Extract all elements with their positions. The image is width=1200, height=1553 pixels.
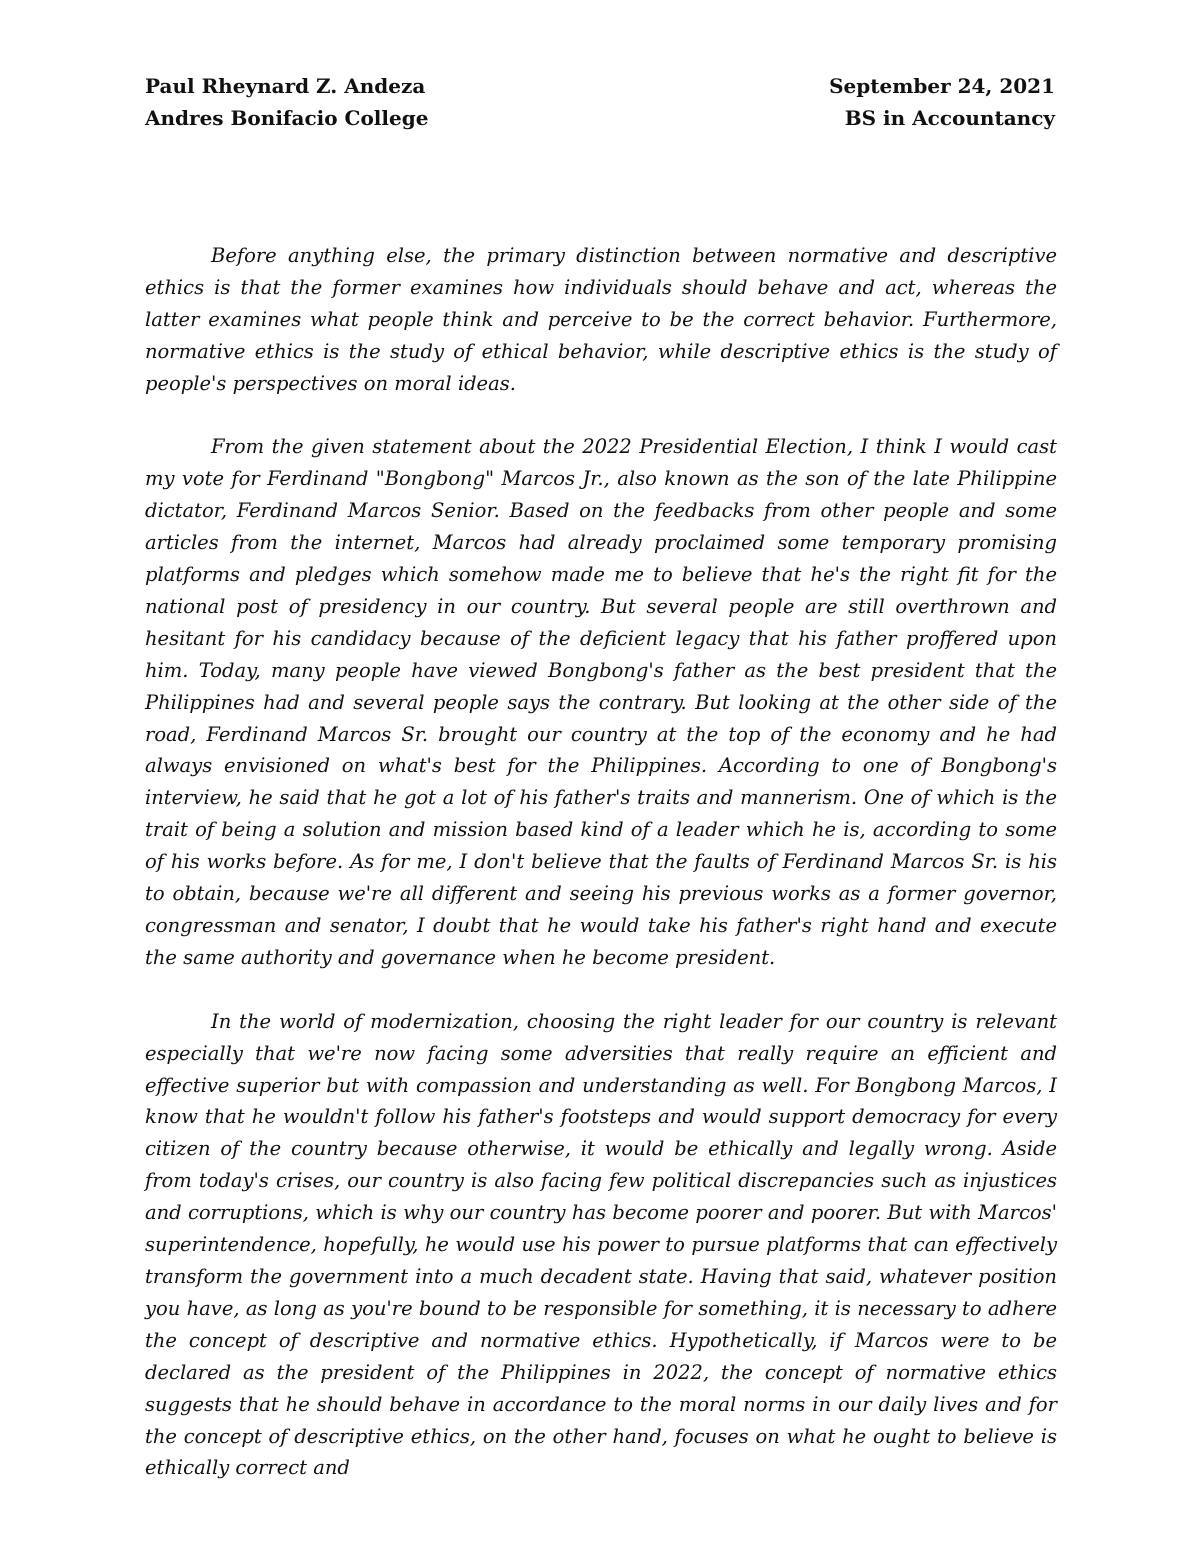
- document-date: September 24, 2021: [829, 74, 1055, 98]
- school-name: Andres Bonifacio College: [145, 106, 429, 130]
- course-name: BS in Accountancy: [844, 106, 1055, 130]
- paragraph-1: Before anything else, the primary distinction between normative and descriptive ethics is that the former examines how individuals should behave and act, whereas the latter examines what people think and perceive to be the correct behavior. Furthermore, normative ethics is the study of ethical behavior, while descriptive ethics is the study of people's perspectives on moral ideas.: [145, 244, 1057, 395]
- header-row-1: [145, 70, 1055, 102]
- author-name: Paul Rheynard Z. Andeza: [145, 74, 426, 98]
- paragraph-2: From the given statement about the 2022 Presidential Election, I think I would cast my vote for Ferdinand "Bongbong" Marcos Jr., also known as the son of the late Philippine dictator, Ferdinand Marcos Senior. Based on the feedbacks from other people and some articles from the internet, Marcos had already proclaimed some temporary promising platforms and pledges which somehow made me to believe that he's the right fit for the national post of presidency in our country. But several people are still overthrown and hesitant for his candidacy because of the deficient legacy that his father proffered upon him. Today, many people have viewed Bongbong's father as the best president that the Philippines had and several people says the contrary. But looking at the other side of the road, Ferdinand Marcos Sr. brought our country at the top of the economy and he had always envisioned on what's best for the Philippines. According to one of Bongbong's interview, he said that he got a lot of his father's traits and mannerism. One of which is the trait of being a solution and mission based kind of a leader which he is, according to some of his works before. As for me, I don't believe that the faults of Ferdinand Marcos Sr. is his to obtain, because we're all different and seeing his previous works as a former governor, congressman and senator, I doubt that he would take his father's right hand and execute the same authority and governance when he become president.: [145, 435, 1057, 969]
- paragraph-3: In the world of modernization, choosing the right leader for our country is relevant especially that we're now facing some adversities that really require an efficient and effective superior but with compassion and understanding as well. For Bongbong Marcos, I know that he wouldn't follow his father's footsteps and would support democracy for every citizen of the country because otherwise, it would be ethically and legally wrong. Aside from today's crises, our country is also facing few political discrepancies such as injustices and corruptions, which is why our country has become poorer and poorer. But with Marcos' superintendence, hopefully, he would use his power to pursue platforms that can effectively transform the government into a much decadent state. Having that said, whatever position you have, as long as you're bound to be responsible for something, it is necessary to adhere the concept of descriptive and normative ethics. Hypothetically, if Marcos were to be declared as the president of the Philippines in 2022, the concept of normative ethics suggests that he should behave in accordance to the moral norms in our daily lives and for the concept of descriptive ethics, on the other hand, focuses on what he ought to believe is ethically correct and: [145, 1009, 1057, 1480]
- document-header: [145, 70, 1055, 134]
- document-body: [145, 240, 1057, 1516]
- header-row-2: [145, 102, 1055, 134]
